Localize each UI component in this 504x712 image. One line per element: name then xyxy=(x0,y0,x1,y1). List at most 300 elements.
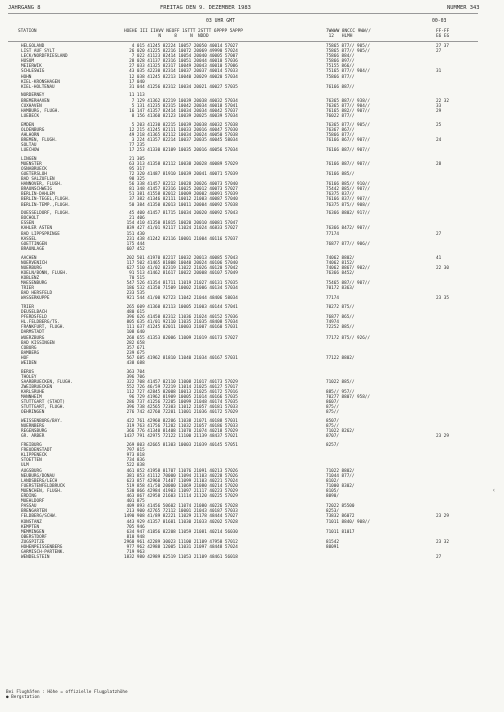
col-weather-header: 7WWWW 8NCCC 9WW// 12 HLMH xyxy=(326,29,371,40)
weather-codes: 75865 877// 905// xyxy=(326,49,370,55)
station-name: BERUS xyxy=(21,369,34,375)
table-row xyxy=(0,361,504,366)
station-group xyxy=(0,123,504,154)
station-codes: 522 838 xyxy=(124,463,145,469)
header-rule xyxy=(8,13,478,14)
weather-codes: 74974 xyxy=(326,320,339,326)
station-codes: 28 028 41137 82316 10051 20044 40010 57036 xyxy=(124,59,238,65)
station-codes: 7 022 41123 82414 10054 20040 40005 57007 xyxy=(124,54,238,60)
station-codes: 552 726 46/59 72219 11014 21025 40127 57017 xyxy=(124,384,238,390)
station-codes: 27 033 41325 82317 10049 20043 40010 57006 xyxy=(124,64,238,70)
station-codes: 634 947 41856 82208 11059 21081 40214 56030 xyxy=(124,529,238,535)
column-rule xyxy=(8,41,478,42)
weather-codes: 80091 xyxy=(326,544,339,550)
station-name: STUTTGART, FLUGH. xyxy=(21,405,65,411)
station-codes: 443 929 41357 81601 11030 21033 40202 57028 xyxy=(124,519,238,525)
weather-codes: 71011 8840/ 908// xyxy=(326,519,370,525)
weather-codes: 71022 885// xyxy=(326,379,355,385)
station-name: LUEBECK xyxy=(21,113,40,119)
weather-codes: 885// 957// xyxy=(326,390,355,396)
station-name: OEHRINGEN xyxy=(21,410,45,416)
weather-codes: 76165 882// 907// xyxy=(326,108,370,114)
station-codes: 108 640 xyxy=(124,330,145,336)
station-codes: 202 501 41970 82217 10032 20013 40085 57043 xyxy=(124,255,238,261)
station-name: LUECHOW xyxy=(21,147,40,153)
station-codes: 95 317 xyxy=(124,166,145,172)
weather-codes: 70272 875// xyxy=(326,304,355,310)
weather-codes: 71022 8802/ xyxy=(326,468,355,474)
station-codes: 17 040 xyxy=(124,79,145,85)
station-codes: 973 818 xyxy=(124,453,145,459)
station-codes: 286 737 41256 72205 10099 21048 40174 57035 xyxy=(124,400,238,406)
station-codes: 12 215 41245 82111 10033 20016 40047 57030 xyxy=(124,127,238,133)
station-name: HL.FELDBERG/TS. xyxy=(21,320,60,326)
station-codes: 396 626 41450 82312 11036 21024 40152 57036 xyxy=(124,315,238,321)
station-name: LECK/NORDFRIESLAND xyxy=(21,54,68,60)
weather-codes: 75866 877// xyxy=(326,132,355,138)
station-name: THOLEY xyxy=(21,374,37,380)
station-name: BAD KISSINGEN xyxy=(21,340,55,346)
station-codes: 396 738 42565 72303 11012 21057 40181 57033 xyxy=(124,405,238,411)
station-codes: 98 325 xyxy=(124,177,145,183)
station-name: SOLTAU xyxy=(21,142,37,148)
station-codes: 11 113 xyxy=(124,93,145,99)
station-name: BRAUNLAGE xyxy=(21,246,45,252)
wind-gusts: 28 xyxy=(436,161,442,167)
station-name: BOCHOLT xyxy=(21,216,40,222)
station-name: AACHEN xyxy=(21,255,37,261)
station-name: CUXHAVEN xyxy=(21,103,42,109)
station-name: BERLIN-DAHLEM xyxy=(21,192,55,198)
station-name: BREMEN, FLUGH. xyxy=(21,137,58,143)
wind-gusts: 24 xyxy=(436,137,442,143)
station-group xyxy=(0,93,504,118)
station-name: MAESENBURG xyxy=(21,281,47,286)
station-name: KIEL-KRONSHAGEN xyxy=(21,79,60,85)
weather-codes: 8607/ xyxy=(326,400,339,406)
station-codes: 49 218 41365 82112 10034 20024 40050 57038 xyxy=(124,132,238,138)
station-codes: 111 637 41245 82011 10003 21007 40160 57031 xyxy=(124,325,238,331)
weather-codes: 8090/ xyxy=(326,494,339,500)
station-codes: 81 348 41457 82316 10025 20012 40073 57027 xyxy=(124,187,238,193)
col-codes-header: HOEHE III IIHVV NEOFF 1STTT 2STTT 6PPPP 5APPP N 8 N NDDD xyxy=(124,29,243,40)
observation-time: 03 UHR GMT xyxy=(206,19,235,24)
station-codes: 401 875 xyxy=(124,499,145,505)
station-codes: 381 853 41112 70000 11094 21103 40228 57026 xyxy=(124,473,238,479)
station-codes: 77 235 xyxy=(124,142,145,148)
station-name: MEIERWIK xyxy=(21,64,42,70)
weather-codes: 76877 865// xyxy=(326,315,355,321)
station-name: EMDEN xyxy=(21,122,34,128)
station-name: TRIER xyxy=(21,286,34,292)
weather-codes: 76166 885// xyxy=(326,171,355,177)
station-codes: 56 338 41457 82212 10028 20026 40073 57040 xyxy=(124,182,238,188)
station-name: KASSEL xyxy=(21,236,37,242)
station-codes: 186 532 41350 71509 10002 21006 40134 57034 xyxy=(124,286,238,292)
station-codes: 63 313 41358 82112 10038 20028 40089 57029 xyxy=(124,161,238,167)
weather-codes: 76367 867// xyxy=(326,127,355,133)
station-codes: 627 510 41/02 82319 11022 21026 40120 57042 xyxy=(124,265,238,271)
weather-codes: 72252 885// xyxy=(326,325,355,331)
station-codes: 366 776 41340 81408 11070 21074 40218 57029 xyxy=(124,429,238,435)
station-codes: 43 035 42230 82314 10037 20037 40014 57033 xyxy=(124,69,238,75)
station-codes: 396 706 xyxy=(124,374,145,380)
station-group xyxy=(0,443,504,560)
station-name: FREUDENSTADT xyxy=(21,448,53,454)
weather-codes: 76365 877// 905// xyxy=(326,122,370,128)
weather-codes: 71044 877// xyxy=(326,473,355,479)
weather-codes: 8105/ xyxy=(326,488,339,494)
wind-gusts: 33 xyxy=(436,103,442,109)
station-codes: 233 535 xyxy=(124,291,145,297)
station-name: KIEL-HOLTENAU xyxy=(21,84,55,90)
weather-codes: 875// xyxy=(326,424,339,430)
station-codes: 607 452 xyxy=(124,246,145,252)
station-name: BERLIN-TEGEL,FLUGH. xyxy=(21,197,71,203)
wind-gusts: 22 30 xyxy=(436,265,449,271)
weather-codes: 74062 8867/ 902// xyxy=(326,265,370,271)
station-codes: 17 253 41330 82109 10035 20016 40056 57034 xyxy=(124,147,238,153)
station-codes: 269 803 42665 81303 10003 21039 40145 57051 xyxy=(124,443,238,449)
station-name: HANNOVER, FLUGH. xyxy=(21,182,63,188)
station-codes: 268 655 41353 82006 11009 21019 40173 57027 xyxy=(124,335,238,341)
weather-codes: 8507/ xyxy=(326,419,339,425)
weather-codes: 70172 8363/ xyxy=(326,286,355,292)
weather-codes: 76166 885// 910// xyxy=(326,182,370,188)
station-group xyxy=(0,370,504,416)
weather-codes: 76375 837// xyxy=(326,192,355,198)
table-row xyxy=(0,85,504,90)
station-codes: 2960 961 42289 30023 11100 21109 47958 57012 xyxy=(124,539,238,545)
table-row xyxy=(0,296,504,301)
station-name: BERLIN-TEMP.,FLUGH. xyxy=(21,202,71,208)
weather-codes: 75866 877// xyxy=(326,74,355,80)
station-name: BAD HERSFELD xyxy=(21,291,53,297)
table-row xyxy=(0,555,504,560)
station-name: GUETERSLOH xyxy=(21,171,47,177)
station-name: PASSAU xyxy=(21,504,37,510)
station-codes: 91 513 41462 81617 10022 20008 40107 57049 xyxy=(124,270,238,276)
footnote-mountain: ● Bergstation xyxy=(6,695,40,701)
table-row xyxy=(0,114,504,119)
weather-codes: 74062 8802/ xyxy=(326,255,355,261)
station-codes: 37 382 41346 82111 10012 21003 40087 57040 xyxy=(124,197,238,203)
station-name: LANDSBERG/LECH xyxy=(21,478,58,484)
station-name: BRENGARTEN xyxy=(21,509,47,515)
station-codes: 45 400 41457 81715 10034 20020 40092 57043 xyxy=(124,211,238,217)
table-row xyxy=(0,148,504,153)
station-codes: 461 852 41958 81707 11076 21091 40213 57026 xyxy=(124,468,238,474)
station-name: AHLHORN xyxy=(21,132,40,138)
weather-codes: 75866 897// xyxy=(326,59,355,65)
station-name: KARLSRUHE xyxy=(21,390,45,396)
station-group xyxy=(0,157,504,208)
station-name: NUERNBERG xyxy=(21,424,45,430)
station-name: NEUBURG/DONAU xyxy=(21,473,55,479)
station-name: WASSERKUPPE xyxy=(21,296,50,302)
weather-codes: 75165 877// 904// xyxy=(326,69,370,75)
station-codes: 51 381 41558 82012 10009 20002 40091 57039 xyxy=(124,192,238,198)
station-codes: 805 635 41/01 92110 11035 21035 48408 57034 xyxy=(124,320,238,326)
weather-codes: 75465 887// 907// xyxy=(326,281,370,286)
weather-codes: 74062 8152/ xyxy=(326,260,355,266)
wind-gusts: 27 xyxy=(436,555,442,561)
wind-gusts: 31 xyxy=(436,69,442,75)
weather-codes: 76375 875// 908// xyxy=(326,202,370,208)
station-codes: 5 131 41235 82315 10042 20034 40018 57041 xyxy=(124,103,238,109)
station-codes: 16 147 41357 82414 10034 20034 40042 57037 xyxy=(124,108,238,114)
station-codes: 151 430 xyxy=(124,231,145,237)
station-name: FREIBURG xyxy=(21,443,42,449)
weather-codes: 8707/ xyxy=(326,434,339,440)
weather-codes: 76366 8802/ 917// xyxy=(326,211,370,217)
weather-codes: 71011 81017 xyxy=(326,529,355,535)
station-table xyxy=(0,44,504,564)
volume-label: JAHRGANG 8 xyxy=(8,5,41,11)
station-codes: 438 688 xyxy=(124,361,145,366)
station-name: AUGSBURG xyxy=(21,468,42,474)
station-name: ZUGSPITZE xyxy=(21,539,45,545)
wind-gusts: 27 xyxy=(436,49,442,55)
station-name: MEMMINGEN xyxy=(21,529,45,535)
station-name: KONSTANZ xyxy=(21,519,42,525)
weather-codes: 73832 86072 xyxy=(326,514,355,520)
col-station-header: STATION xyxy=(18,29,37,34)
weather-codes: 72022 85500 xyxy=(326,504,355,510)
station-name: ZWEIBRUECKEN xyxy=(21,384,53,390)
station-name: NOERVENICH xyxy=(21,260,47,266)
station-name: FUERSTENFELDBRUCK xyxy=(21,483,65,489)
station-codes: 797 815 xyxy=(124,448,145,454)
station-name: LINGEN xyxy=(21,156,37,162)
weather-codes: 76166 887// xyxy=(326,84,355,90)
weather-codes: 8257/ xyxy=(326,443,339,449)
station-name: GARMISCH-PARTENK. xyxy=(21,550,65,556)
station-name: KEMPTEN xyxy=(21,524,40,530)
station-name: MANNHEIM xyxy=(21,395,42,401)
wind-gusts: 29 xyxy=(436,108,442,114)
wind-gusts: 27 xyxy=(436,231,442,237)
station-name: GR. ARBER xyxy=(21,434,45,440)
station-codes: 154 410 41350 81815 10020 20010 40081 57047 xyxy=(124,221,238,227)
station-name: KAHLER ASTEN xyxy=(21,226,53,232)
station-codes: 21 305 xyxy=(124,156,145,162)
station-codes: 567 685 41962 81810 11040 21034 40167 57031 xyxy=(124,355,238,361)
station-codes: 265 609 41360 82113 10005 21003 40144 57041 xyxy=(124,304,238,310)
col-wind-header: FF-FF E6 EG xyxy=(436,29,450,40)
station-codes: 8 156 41360 82123 10039 20025 40039 57034 xyxy=(124,113,238,119)
station-codes: 839 427 41/01 92117 11024 21024 46833 57027 xyxy=(124,226,238,232)
station-codes: 547 526 41354 81711 11019 21027 40131 57035 xyxy=(124,281,238,286)
weather-codes: 77122 8802/ xyxy=(326,355,355,361)
station-name: STUTTGART (STADT) xyxy=(21,400,65,406)
margin-mark: ‹ xyxy=(492,487,496,494)
station-name: STOETTEN xyxy=(21,458,42,464)
station-codes: 463 867 42958 21603 11114 21120 40225 57029 xyxy=(124,494,238,500)
station-name: DARMSTADT xyxy=(21,330,45,336)
station-codes: 276 742 42760 72201 11001 21036 40172 57029 xyxy=(124,410,238,416)
wind-gusts: 23 35 xyxy=(436,296,449,302)
weather-codes: 875// xyxy=(326,410,339,416)
station-codes: 409 893 41456 50602 11074 21080 40226 57028 xyxy=(124,504,238,510)
station-codes: 519 858 41/50 20000 11069 21080 40214 57020 xyxy=(124,483,238,489)
weather-codes: 76365 887// 938// xyxy=(326,98,370,104)
station-name: HAMBURG, FLUGH. xyxy=(21,108,60,114)
station-codes: 530 866 42984 41903 11097 21117 40223 57029 xyxy=(124,488,238,494)
footnote xyxy=(6,690,128,701)
station-name: PFERDSFELD xyxy=(21,315,47,321)
weather-codes: 71000 8302/ xyxy=(326,483,355,489)
station-group xyxy=(0,419,504,439)
table-row xyxy=(0,203,504,208)
station-name: ESSEN xyxy=(21,221,34,227)
station-name: REGENSBURG xyxy=(21,429,47,435)
station-name: BRAUNSCHWEIG xyxy=(21,187,53,193)
station-name: FRANKFURT, FLUGH. xyxy=(21,325,65,331)
station-codes: 70 515 xyxy=(124,275,145,281)
station-codes: 357 671 xyxy=(124,345,145,351)
weather-codes: 75155 866// xyxy=(326,64,355,70)
station-codes: 96 729 41962 81909 10005 21014 40166 57035 xyxy=(124,395,238,401)
station-name: WEISSENBURG/BAY. xyxy=(21,419,63,425)
station-name: OSNABRUECK xyxy=(21,166,47,172)
station-group xyxy=(0,256,504,302)
issue-number: NUMMER 343 xyxy=(447,5,480,11)
station-name: HUSUM xyxy=(21,59,34,65)
weather-codes: 76166 887// 907// xyxy=(326,161,370,167)
station-codes: 810 948 xyxy=(124,534,145,540)
station-name: DEUSELBACH xyxy=(21,310,47,316)
station-codes: 31 044 41256 82312 10034 20021 40027 57035 xyxy=(124,84,238,90)
wind-gusts: 22 32 xyxy=(436,98,449,104)
station-name: SAARBRUECKEN, FLUGH. xyxy=(21,379,73,385)
weather-codes: 76366 8452/ xyxy=(326,270,355,276)
station-name: HELGOLAND xyxy=(21,44,45,49)
weather-codes: 77172 875// 926// xyxy=(326,335,370,341)
station-name: HOF xyxy=(21,355,29,361)
station-name: TRIER xyxy=(21,304,34,310)
station-name: GOETTINGEN xyxy=(21,241,47,247)
wind-gusts: 23 29 xyxy=(436,434,449,440)
weather-codes: 875// xyxy=(326,405,339,411)
station-codes: 231 438 41242 82116 10001 21004 40116 57037 xyxy=(124,236,238,242)
weather-codes: 76022 877// xyxy=(326,113,355,119)
station-codes: 26 020 41225 82216 10072 20069 49990 57024 xyxy=(124,49,238,55)
station-name: KOELN/BONN, FLUGH. xyxy=(21,270,68,276)
station-codes: 322 708 41457 82110 11008 21017 40173 57029 xyxy=(124,379,238,385)
station-name: SCHLESWIG xyxy=(21,69,45,75)
station-name: LIST AUF SYLT xyxy=(21,49,55,55)
wind-gusts: 27 37 xyxy=(436,44,449,49)
weather-codes: 71022 8262/ xyxy=(326,429,355,435)
station-codes: 1490 908 41/89 82221 11029 21178 48444 57027 xyxy=(124,514,238,520)
weather-codes: 77174 xyxy=(326,296,339,302)
station-name: FELDBERG/SCHW. xyxy=(21,514,58,520)
weather-codes: 76365 877// 904// xyxy=(326,103,370,109)
weather-codes: 76366 8472/ 907// xyxy=(326,226,370,232)
station-group xyxy=(0,211,504,252)
wind-gusts: 23 29 xyxy=(436,514,449,520)
wind-gusts: 41 xyxy=(436,255,442,261)
table-row xyxy=(0,434,504,439)
station-codes: 12 038 41245 82213 10040 20029 40020 57034 xyxy=(124,74,238,80)
station-codes: 719 963 xyxy=(124,550,145,556)
station-name: MUENSTER xyxy=(21,161,42,167)
station-codes: 1437 791 42975 72122 11100 21139 48437 57021 xyxy=(124,434,238,440)
hour-range: 00-03 xyxy=(432,19,447,24)
station-codes: 282 658 xyxy=(124,340,145,346)
station-group xyxy=(0,305,504,366)
station-name: MUEHLDORF xyxy=(21,499,45,505)
station-name: ULM xyxy=(21,463,29,469)
station-name: KOBLENZ xyxy=(21,275,40,281)
weather-codes: 8253/ xyxy=(326,509,339,515)
station-codes: 422 761 42960 82206 11038 21071 40188 57031 xyxy=(124,419,238,425)
weather-codes: 81542 xyxy=(326,539,339,545)
weather-codes: 8102/ xyxy=(326,478,339,484)
station-name: NUERBURG xyxy=(21,265,42,271)
station-codes: 705 946 xyxy=(124,524,145,530)
station-codes: 363 704 xyxy=(124,369,145,375)
station-codes: 1832 980 42989 02519 11053 21109 48461 56018 xyxy=(124,555,238,561)
station-name: WUERZBURG xyxy=(21,335,45,341)
station-codes: 7 129 41362 82219 10039 20038 40032 57034 xyxy=(124,98,238,104)
weather-codes: 70277 8807/ 958// xyxy=(326,395,370,401)
station-group xyxy=(0,44,504,90)
station-name: BREMERHAVEN xyxy=(21,98,50,104)
station-codes: 213 900 42765 72112 10001 21043 40187 57033 xyxy=(124,509,238,515)
weather-codes: 76166 867// 907// xyxy=(326,137,370,143)
station-name: NORDERNEY xyxy=(21,93,45,99)
station-name: WEIDEN xyxy=(21,361,37,366)
weather-codes: 75865 877// 905// xyxy=(326,44,370,49)
station-codes: 117 502 41465 81808 10040 20024 40106 57040 xyxy=(124,260,238,266)
station-name: OLDENBURG xyxy=(21,127,45,133)
station-codes: 21 406 xyxy=(124,216,145,222)
station-name: OBERSTDORF xyxy=(21,534,47,540)
station-codes: 72 320 41487 81910 10039 20041 40071 57039 xyxy=(124,171,238,177)
weather-codes: 75442 885// 907// xyxy=(326,187,370,193)
station-codes: 112 727 42845 82008 10013 21025 40172 57016 xyxy=(124,390,238,396)
station-name: MUENCHEN, FLUGH. xyxy=(21,488,63,494)
wind-gusts: 23 32 xyxy=(436,539,449,545)
station-name: WENDELSTEIN xyxy=(21,555,50,561)
table-row xyxy=(0,247,504,252)
weather-codes: 77174 xyxy=(326,231,339,237)
weather-codes: 76877 877// 906// xyxy=(326,241,370,247)
station-name: ERDING xyxy=(21,494,37,500)
station-name: HOHN xyxy=(21,74,32,80)
station-codes: 977 962 42988 12005 11031 21097 48448 57024 xyxy=(124,544,238,550)
weather-codes: 75866 884// xyxy=(326,54,355,60)
station-codes: 239 675 xyxy=(124,350,145,356)
station-name: DUESSELDORF, FLUGH. xyxy=(21,211,71,217)
station-codes: 921 544 41/00 92723 11042 21044 48406 58034 xyxy=(124,296,238,302)
station-name: BAMBERG xyxy=(21,350,40,356)
station-name: BAD SALZUFLEN xyxy=(21,177,55,183)
station-codes: 3 224 41357 82214 10037 20035 40045 58034 xyxy=(124,137,238,143)
station-codes: 50 384 41350 82013 10011 20004 40092 57038 xyxy=(124,202,238,208)
weather-codes: 76166 887// 907// xyxy=(326,147,370,153)
station-codes: 734 836 xyxy=(124,458,145,464)
station-codes: 4 015 41245 82224 10057 20050 40014 57027 xyxy=(124,44,238,49)
station-codes: 175 444 xyxy=(124,241,145,247)
station-codes: 5 203 41230 82215 10039 20038 40032 57038 xyxy=(124,122,238,128)
station-codes: 319 763 41756 71202 11032 21057 40186 57033 xyxy=(124,424,238,430)
weather-codes: 76166 837// 907// xyxy=(326,197,370,203)
table-row xyxy=(0,410,504,415)
station-name: COBURG xyxy=(21,345,37,351)
